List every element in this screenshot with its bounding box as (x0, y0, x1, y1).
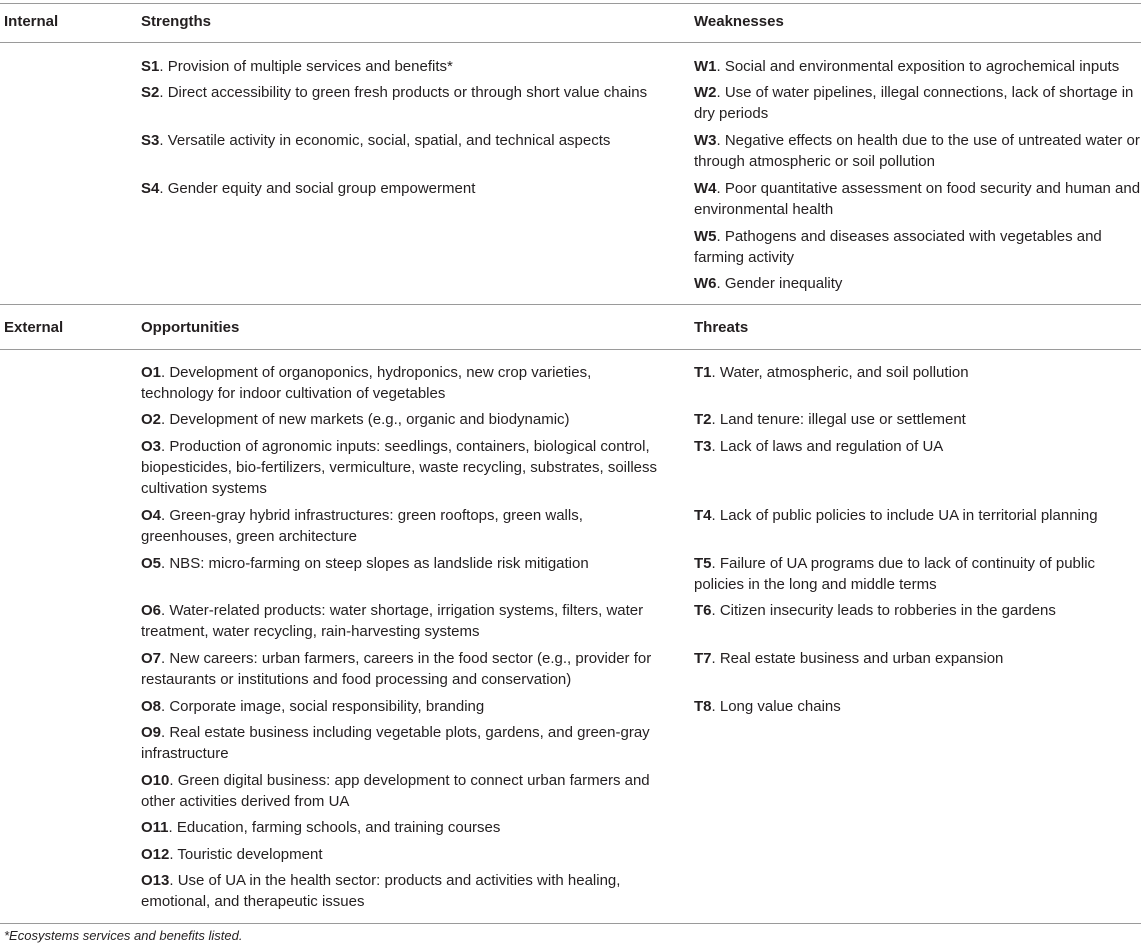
threat-item: T1. Water, atmospheric, and soil pollution (694, 364, 969, 381)
threats-header: Threats (694, 319, 749, 336)
opportunity-item: O3. Production of agronomic inputs: seedlings, containers, biological control, biopesticides, bio-fertilizers, vermiculture, waste recycling, substrates, soilless cultivation systems (141, 438, 658, 497)
opportunity-item: O9. Real estate business including vegetable plots, gardens, and green-gray infrastructure (141, 724, 650, 762)
opportunity-item: O4. Green-gray hybrid infrastructures: green rooftops, green walls, greenhouses, green architecture (141, 507, 583, 545)
opportunities-header: Opportunities (141, 319, 240, 336)
opportunity-item: O11. Education, farming schools, and training courses (141, 819, 501, 836)
weakness-item: W6. Gender inequality (694, 275, 843, 292)
weakness-item: W3. Negative effects on health due to the use of untreated water or through atmospheric or soil pollution (694, 132, 1140, 170)
weaknesses-header: Weaknesses (694, 13, 784, 30)
strength-item: S1. Provision of multiple services and benefits* (141, 58, 453, 75)
weakness-item: W5. Pathogens and diseases associated with vegetables and farming activity (694, 228, 1102, 266)
header-rule (0, 42, 1141, 43)
opportunity-item: O6. Water-related products: water shortage, irrigation systems, filters, water treatment, water recycling, rain-harvesting systems (141, 602, 644, 640)
opportunity-item: O1. Development of organoponics, hydroponics, new crop varieties, technology for indoor cultivation of vegetables (141, 364, 592, 402)
opportunity-item: O8. Corporate image, social responsibility, branding (141, 698, 485, 715)
table-footnote: *Ecosystems services and benefits listed. (4, 928, 243, 943)
threat-item: T5. Failure of UA programs due to lack of continuity of public policies in the long and middle terms (694, 555, 1096, 593)
threat-item: T3. Lack of laws and regulation of UA (694, 438, 944, 455)
opportunity-item: O5. NBS: micro-farming on steep slopes as landslide risk mitigation (141, 555, 589, 572)
opportunity-item: O10. Green digital business: app development to connect urban farmers and other activities derived from UA (141, 772, 650, 810)
strength-item: S3. Versatile activity in economic, social, spatial, and technical aspects (141, 132, 611, 149)
opportunity-item: O13. Use of UA in the health sector: products and activities with healing, emotional, and therapeutic issues (141, 872, 621, 910)
table-top-rule (0, 3, 1141, 4)
weakness-item: W4. Poor quantitative assessment on food security and human and environmental health (694, 180, 1141, 218)
threat-item: T7. Real estate business and urban expansion (694, 650, 1004, 667)
internal-label: Internal (4, 13, 59, 30)
opportunity-item: O2. Development of new markets (e.g., organic and biodynamic) (141, 411, 570, 428)
opportunity-item: O12. Touristic development (141, 846, 323, 863)
strength-item: S2. Direct accessibility to green fresh products or through short value chains (141, 84, 648, 101)
opportunity-item: O7. New careers: urban farmers, careers in the food sector (e.g., provider for restaurants or institutions and food processing and conservation) (141, 650, 652, 688)
threat-item: T2. Land tenure: illegal use or settlement (694, 411, 966, 428)
threat-item: T6. Citizen insecurity leads to robberies in the gardens (694, 602, 1056, 619)
threat-item: T4. Lack of public policies to include UA in territorial planning (694, 507, 1098, 524)
weakness-item: W2. Use of water pipelines, illegal connections, lack of shortage in dry periods (694, 84, 1134, 122)
strengths-header: Strengths (141, 13, 212, 30)
table-bottom-rule (0, 923, 1141, 924)
header-rule (0, 349, 1141, 350)
threat-item: T8. Long value chains (694, 698, 841, 715)
section-divider-rule (0, 304, 1141, 305)
strength-item: S4. Gender equity and social group empowerment (141, 180, 476, 197)
weakness-item: W1. Social and environmental exposition to agrochemical inputs (694, 58, 1120, 75)
external-label: External (4, 319, 64, 336)
